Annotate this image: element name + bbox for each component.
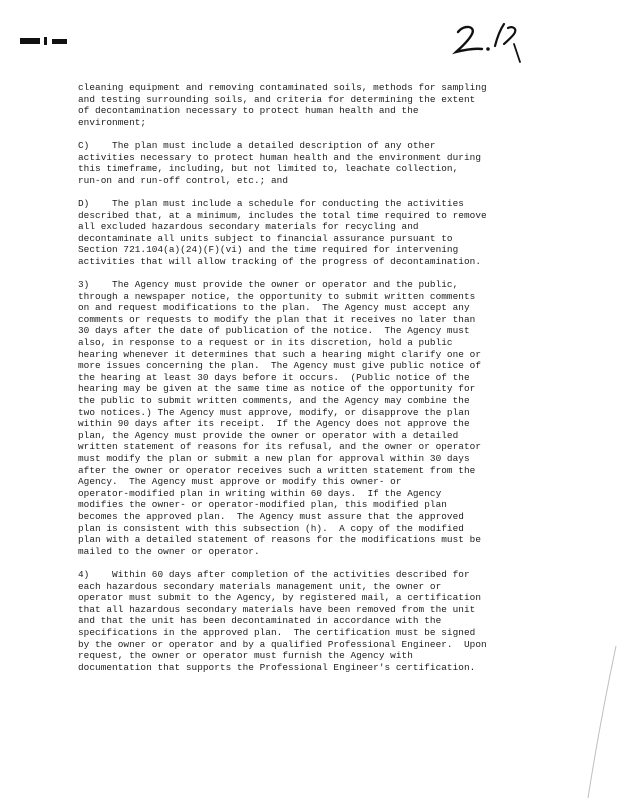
paragraph-3: 3) The Agency must provide the owner or operator and the public, through a newspaper notice, the opportunity to submit written comments on and request modifications to the plan. The Agency must accept any comments or requests to modify the plan that it receives no later than 30 days after the date of publication of the notice. The Agency must also, in response to a request or in its discretion, hold a public hearing whenever it determines that such a hearing might clarify one or more issues concerning the plan. The Agency must give public notice of the hearing at least 30 days before it occurs. (Public notice of the hearing may be given at the same time as notice of the opportunity for the public to submit written comments, and the Agency may combine the two notices.) The Agency must approve, modify, or disapprove the plan within 90 days after its receipt. If the Agency does not approve the plan, the Agency must provide the owner or operator with a detailed written statement of reasons for its refusal, and the owner or operator must modify the plan or submit a new plan for approval within 30 days after the owner or operator receives such a written statement from the Agency. The Agency must approve or modify this owner- or operator-modified plan in writing within 60 days. If the Agency modifies the owner- or operator-modified plan, this modified plan becomes the approved plan. The Agency must assure that the approved plan is consistent with this subsection (h). A copy of the modified plan with a detailed statement of reasons for the modifications must be mailed to the owner or operator. [78,279,481,557]
paragraph-4: 4) Within 60 days after completion of the activities described for each hazardous secondary materials management unit, the owner or operator must submit to the Agency, by registered mail, a certification that all hazardous secondary materials have been removed from the unit and that the unit has been decontaminated in accordance with the specifications in the approved plan. The certification must be signed by the owner or operator and by a qualified Professional Engineer. Upon request, the owner or operator must furnish the Agency with documentation that supports the Professional Engineer's certification. [78,568,487,673]
paragraph-c: C) The plan must include a detailed description of any other activities necessary to protect human health and the environment during this timeframe, including, but not limited to, leachate collection, run-on and run-off control, etc.; and [78,139,481,186]
paragraph-d: D) The plan must include a schedule for conducting the activities described that, at a minimum, includes the total time required to remove all excluded hazardous secondary materials for recycling and decontaminate all units subject to financial assurance pursuant to Section 721.104(a)(24)(F)(vi) and the time required for intervening activities that will allow tracking of the progress of decontamination. [78,197,487,267]
document-body [78,82,540,673]
paragraph-cleaning: cleaning equipment and removing contaminated soils, methods for sampling and testing surrounding soils, and criteria for determining the extent of decontamination necessary to protect human health and the environment; [78,82,487,128]
scan-mark-block [52,39,67,44]
scan-mark-block [44,37,47,45]
handwritten-page-number-drawing [448,16,538,64]
handwritten-page-number [448,16,538,64]
scan-mark-block [20,38,40,44]
scan-mark [20,36,70,46]
scan-margin-line [586,644,618,800]
